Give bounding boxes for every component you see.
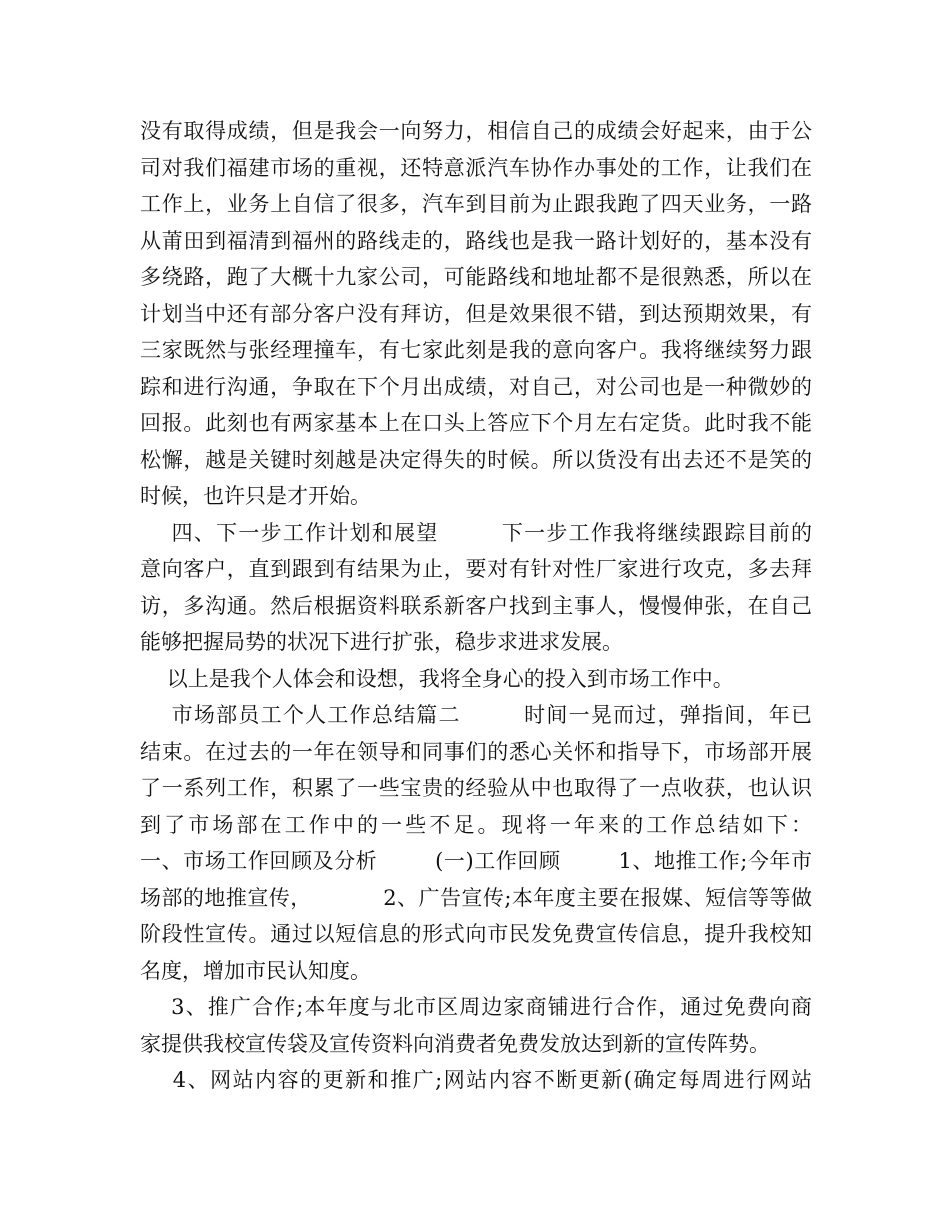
text-line: 司对我们福建市场的重视，还特意派汽车协作办事处的工作，让我们在 [140,155,812,180]
text-line: 三家既然与张经理撞车，有七家此刻是我的意向客户。我将继续努力跟 [140,338,812,362]
text-line: 松懈，越是关键时刻越是决定得失的时候。所以货没有出去还不是笑的 [140,447,812,472]
text-line: 踪和进行沟通，争取在下个月出成绩，对自己，对公司也是一种微妙的 [140,374,812,399]
text-line: 场部的地推宣传， 2、广告宣传;本年度主要在报媒、短信等等做 [140,885,812,910]
text-line: 从莆田到福清到福州的路线走的，路线也是我一路计划好的，基本没有 [140,228,812,253]
text-line: 结束。在过去的一年在领导和同事们的悉心关怀和指导下，市场部开展 [140,739,812,764]
text-line: 意向客户，直到跟到有结果为止，要对有针对性厂家进行攻克，多去拜 [140,557,812,581]
body-text [140,113,812,1099]
text-line: 到了市场部在工作中的一些不足。现将一年来的工作总结如下： [140,812,812,837]
text-line: 4、网站内容的更新和推广;网站内容不断更新(确定每周进行网站 [140,1068,812,1092]
text-line: 了一系列工作，积累了一些宝贵的经验从中也取得了一点收获，也认识 [140,776,812,800]
text-line: 以上是我个人体会和设想，我将全身心的投入到市场工作中。 [140,666,734,691]
text-line: 家提供我校宣传袋及宣传资料向消费者免费发放达到新的宣传阵势。 [140,1031,770,1056]
text-line: 3、推广合作;本年度与北市区周边家商铺进行合作，通过免费向商 [140,995,812,1019]
text-line: 访，多沟通。然后根据资料联系新客户找到主事人，慢慢伸张，在自己 [140,593,812,618]
text-line: 多绕路，跑了大概十九家公司，可能路线和地址都不是很熟悉，所以在 [140,265,812,289]
text-line: 四、下一步工作计划和展望 下一步工作我将继续跟踪目前的 [140,520,812,545]
text-line: 能够把握局势的状况下进行扩张，稳步求进求发展。 [140,630,623,654]
text-line: 阶段性宣传。通过以短信息的形式向市民发免费宣传信息，提升我校知 [140,922,812,946]
text-line: 一、市场工作回顾及分析 (一)工作回顾 1、地推工作;今年市 [140,849,812,873]
text-line: 市场部员工个人工作总结篇二 时间一晃而过，弹指间，年已 [140,703,812,727]
text-line: 计划当中还有部分客户没有拜访，但是效果很不错，到达预期效果，有 [140,301,812,326]
text-line: 工作上，业务上自信了很多，汽车到目前为止跟我跑了四天业务，一路 [140,192,812,216]
text-line: 回报。此刻也有两家基本上在口头上答应下个月左右定货。此时我不能 [140,411,812,435]
text-line: 名度，增加市民认知度。 [140,958,371,983]
text-line: 没有取得成绩，但是我会一向努力，相信自己的成绩会好起来，由于公 [140,119,812,143]
text-line: 时候，也许只是才开始。 [140,484,371,508]
